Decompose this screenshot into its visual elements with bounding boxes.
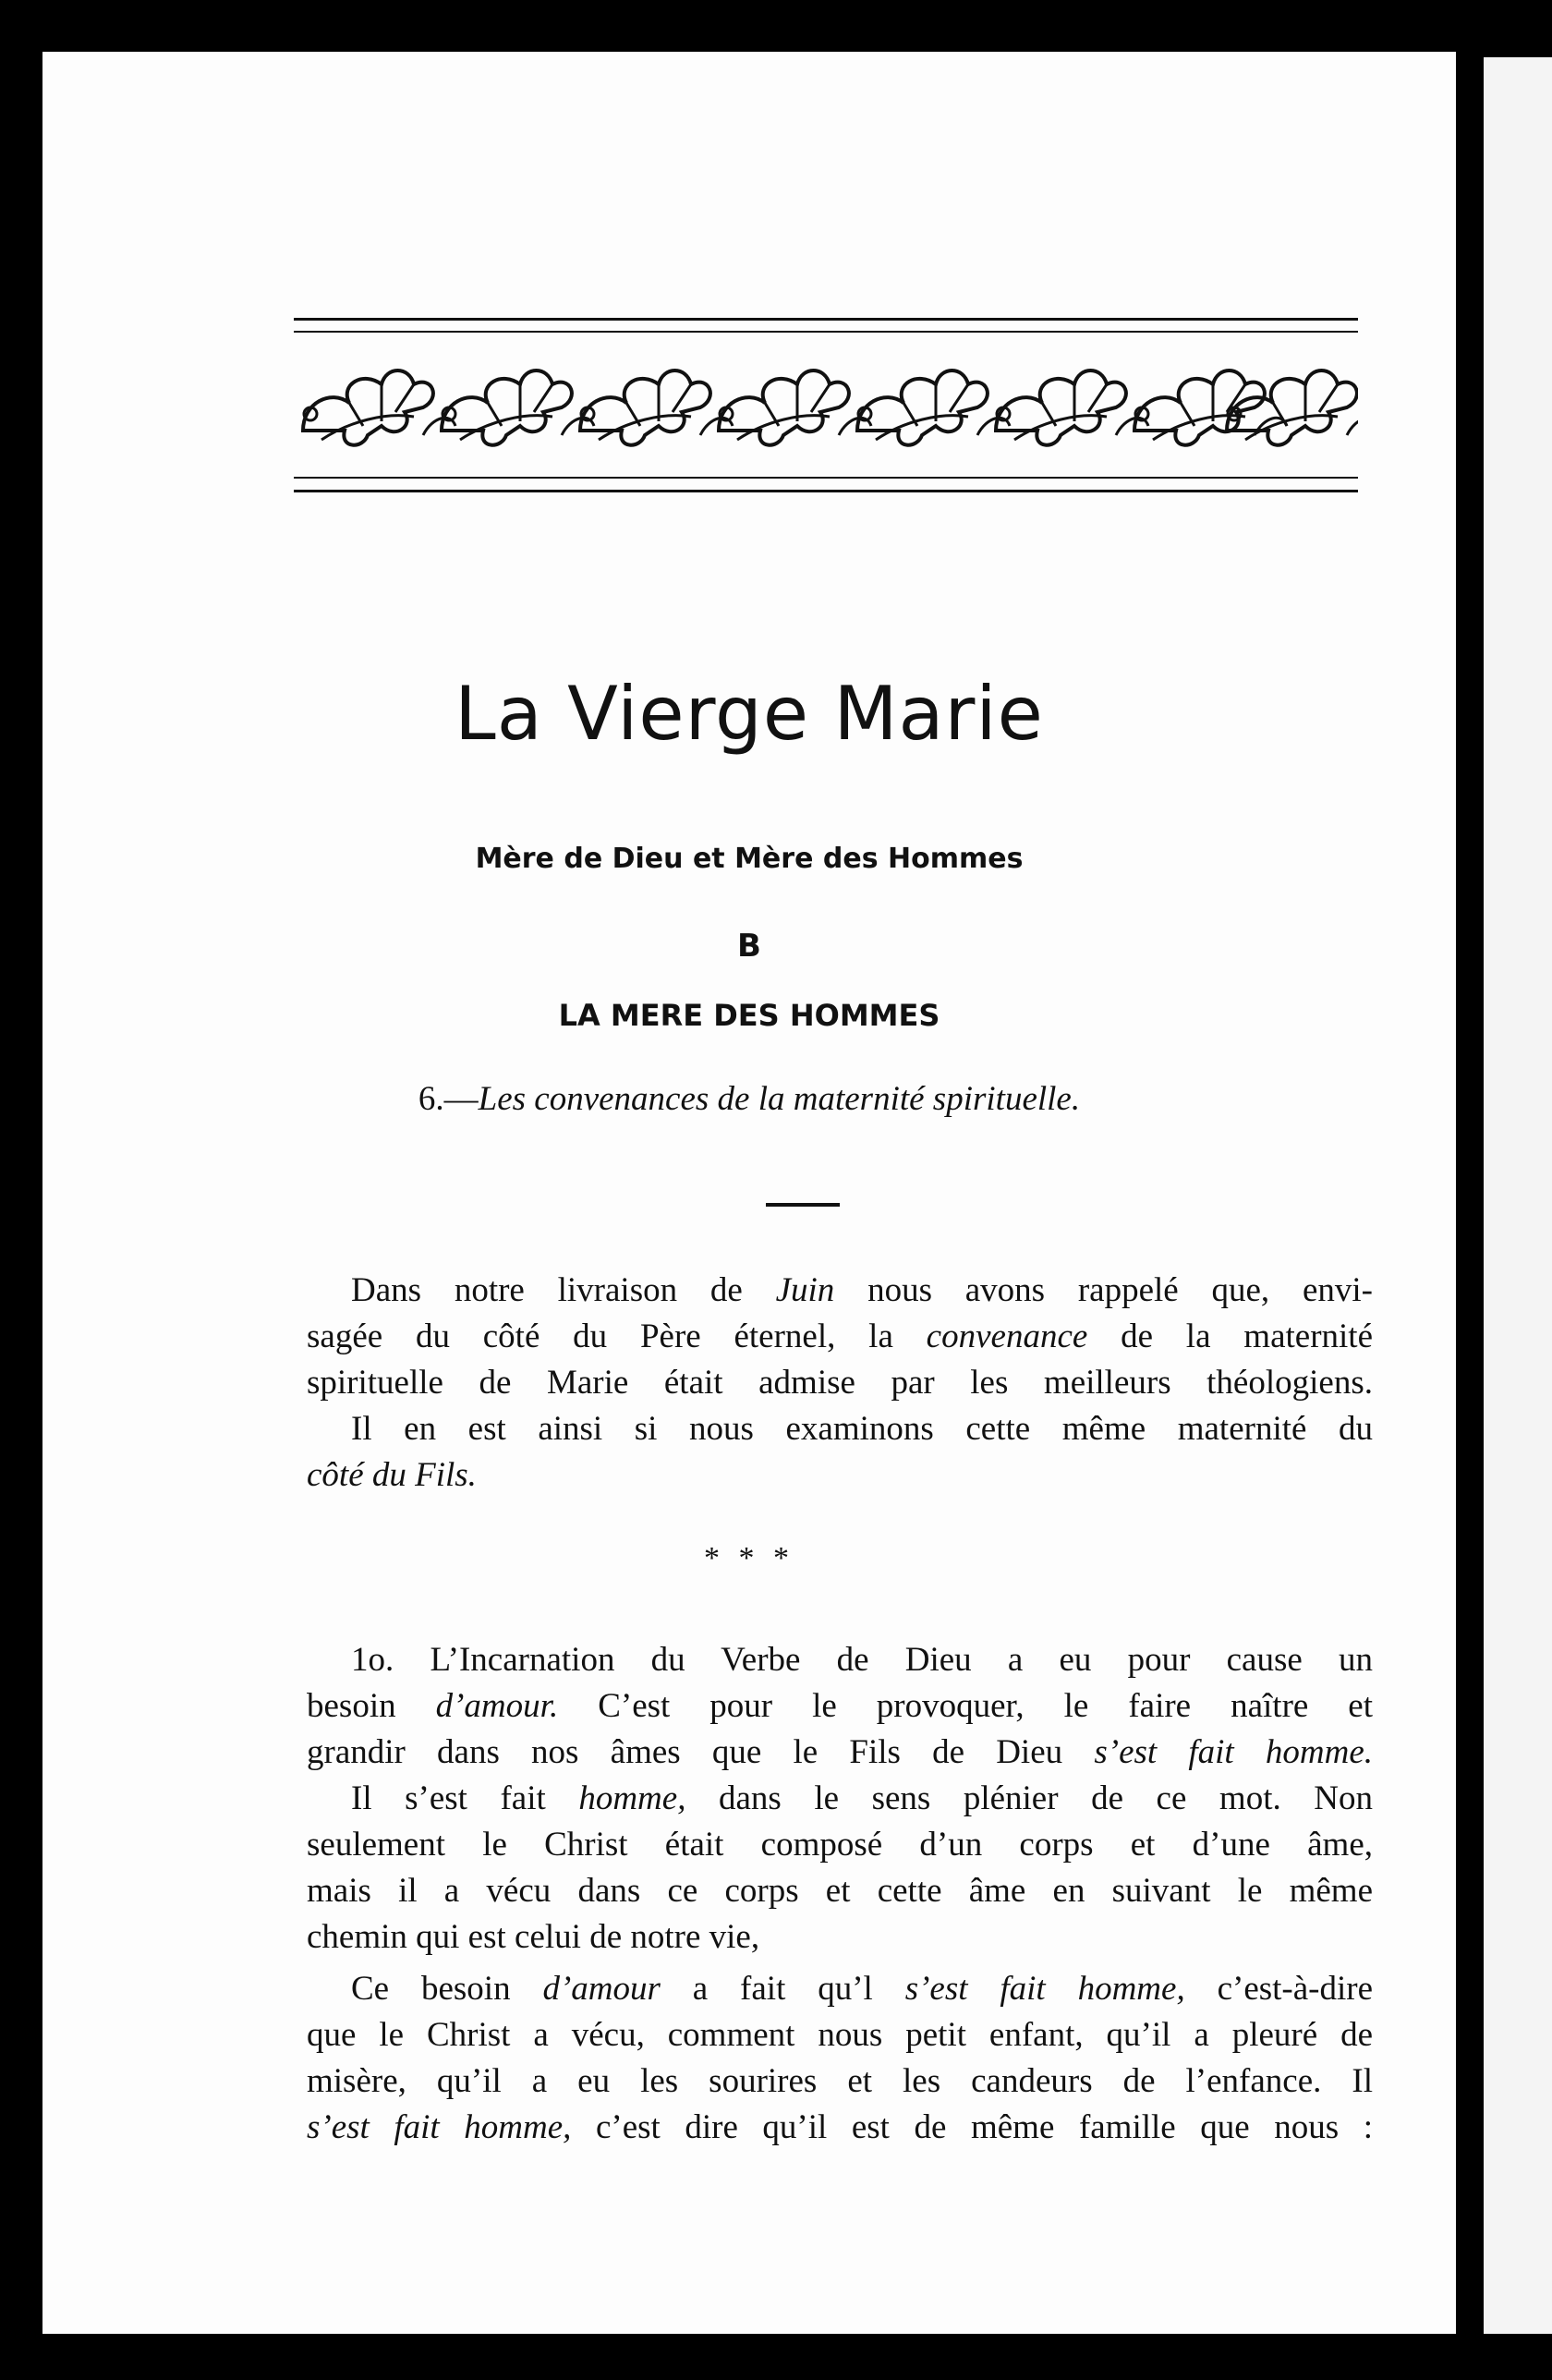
top-rule-thin — [294, 331, 1358, 333]
page-subtitle: Mère de Dieu et Mère des Hommes — [475, 843, 1024, 875]
text-line: grandir dans nos âmes que le Fils de Dieu s’est fait homme. — [307, 1733, 1374, 1771]
bottom-rule-thick — [294, 490, 1358, 492]
paragraph-3 — [307, 1637, 1373, 1776]
top-rule-thick — [294, 318, 1358, 321]
text-line: Il s’est fait homme, dans le sens plénier de ce mot. Non — [351, 1779, 1373, 1817]
subheading-text: Les convenances de la maternité spirituelle. — [478, 1080, 1081, 1118]
paragraph-4 — [307, 1776, 1373, 1961]
floral-ornament-icon — [294, 347, 1358, 468]
section-letter: B — [737, 928, 761, 965]
page-title: La Vierge Marie — [455, 671, 1044, 757]
text-line: côté du Fils. — [307, 1456, 477, 1494]
short-divider — [766, 1203, 840, 1207]
next-page-edge — [1484, 57, 1552, 2334]
text-line: Ce besoin d’amour a fait qu’l s’est fait homme, c’est-à-dire — [351, 1970, 1374, 2008]
text-line: mais il a vécu dans ce corps et cette âme en suivant le même — [307, 1872, 1373, 1910]
text-line: misère, qu’il a eu les sourires et les candeurs de l’enfance. Il — [307, 2062, 1373, 2100]
text-line: Il en est ainsi si nous examinons cette même maternité du — [351, 1410, 1373, 1448]
subheading-number: 6.— — [418, 1080, 479, 1118]
section-separator: * * * — [704, 1541, 794, 1575]
paragraph-5 — [307, 1966, 1373, 2151]
book-page — [42, 52, 1456, 2334]
bottom-rule-thin — [294, 477, 1358, 479]
paragraph-2 — [307, 1406, 1373, 1499]
paragraph-1 — [307, 1268, 1373, 1406]
text-line: 1o. L’Incarnation du Verbe de Dieu a eu pour cause un — [351, 1641, 1373, 1679]
text-line: Dans notre livraison de Juin nous avons rappelé que, envi- — [351, 1271, 1373, 1309]
text-line: sagée du côté du Père éternel, la convenance de la maternité — [307, 1318, 1373, 1355]
section-heading: LA MERE DES HOMMES — [558, 998, 940, 1033]
text-line: chemin qui est celui de notre vie, — [307, 1918, 760, 1956]
text-line: spirituelle de Marie était admise par les meilleurs théologiens. — [307, 1364, 1373, 1402]
text-line: seulement le Christ était composé d’un corps et d’une âme, — [307, 1826, 1373, 1864]
text-line: que le Christ a vécu, comment nous petit enfant, qu’il a pleuré de — [307, 2016, 1373, 2054]
text-line: besoin d’amour. C’est pour le provoquer, le faire naître et — [307, 1687, 1374, 1725]
chapter-subheading — [42, 1079, 1456, 1119]
text-line: s’est fait homme, c’est dire qu’il est de même famille que nous : — [307, 2108, 1373, 2146]
